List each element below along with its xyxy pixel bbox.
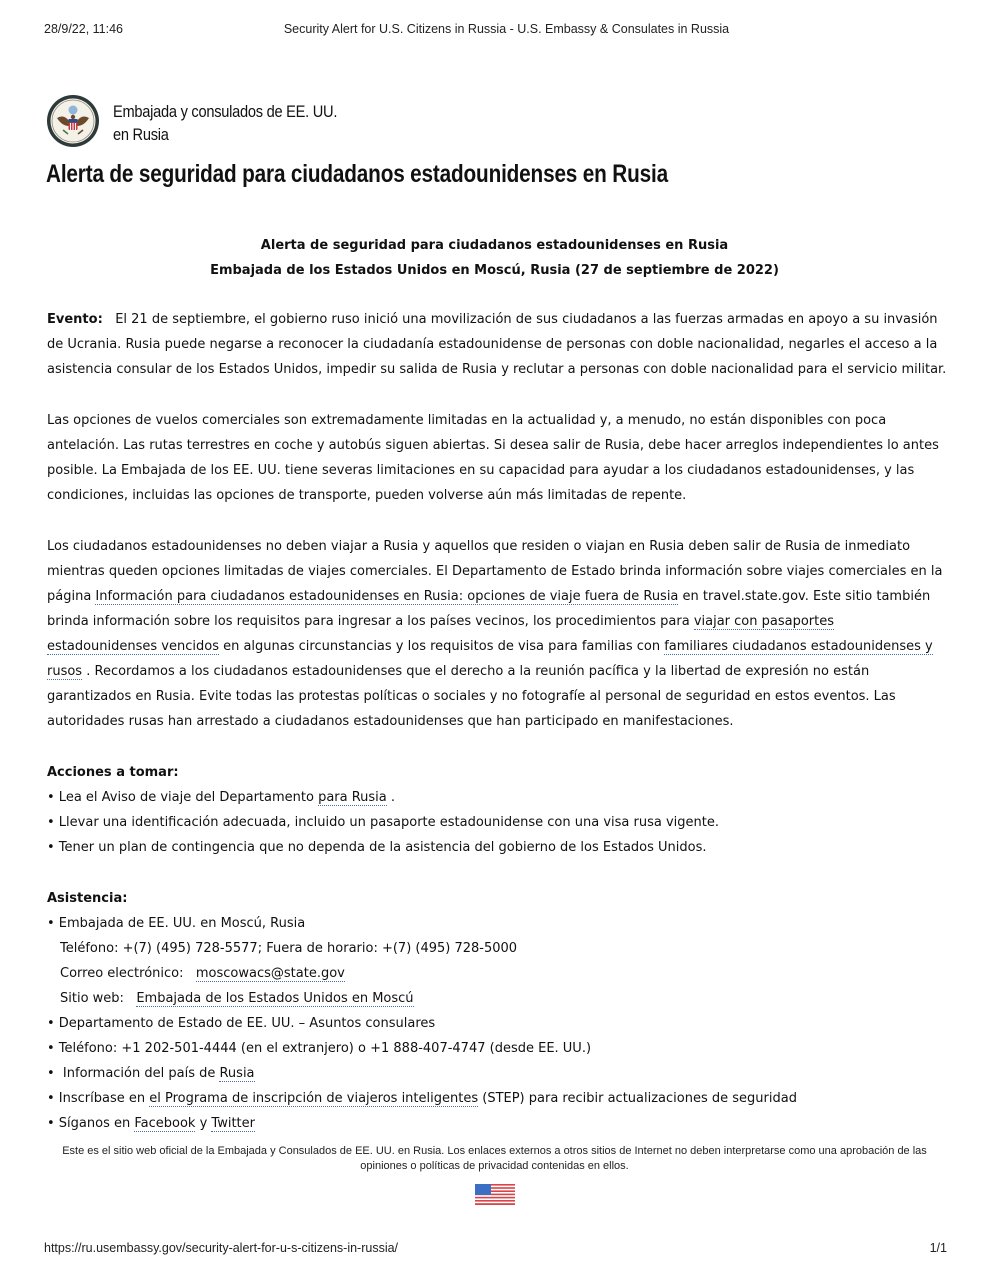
travel-advisory-link[interactable]: para Rusia (318, 790, 387, 805)
assistance-title: Asistencia: (47, 891, 128, 906)
page-title: Alerta de seguridad para ciudadanos estadounidenses en Rusia (46, 160, 668, 188)
travel-options-link[interactable]: Información para ciudadanos estadounidenses en Rusia: opciones de viaje fuera de Rusia (95, 589, 679, 604)
alert-header-subtitle: Embajada de los Estados Unidos en Moscú, Rusia (27 de septiembre de 2022) (210, 263, 779, 278)
website-label: Sitio web: (60, 991, 137, 1006)
print-header (0, 22, 989, 40)
embassy-website (47, 986, 947, 1011)
action-text: . (386, 790, 396, 805)
twitter-link[interactable]: Twitter (211, 1116, 255, 1131)
assistance-text: (STEP) para recibir actualizaciones de seguridad (478, 1091, 797, 1106)
paragraph-text: en travel.state.gov. Este sitio también brinda información sobre los requisitos para ingresar a los países vecinos, los procedimientos para (47, 589, 931, 629)
expired-passports-link[interactable]: viajar con pasaportes estadounidenses vencidos (47, 614, 835, 654)
alert-header-title: Alerta de seguridad para ciudadanos estadounidenses en Rusia (260, 238, 729, 253)
brand-line-2: en Rusia (113, 125, 169, 144)
actions-section (47, 760, 947, 860)
print-timestamp: 28/9/22, 11:46 (44, 22, 124, 36)
page-number: 1/1 (929, 1241, 947, 1255)
assistance-text: • Inscríbase en (47, 1091, 150, 1106)
flights-paragraph: Las opciones de vuelos comerciales son extremadamente limitadas en la actualidad y, a menudo, no están disponibles con poca antelación. Las rutas terrestres en coche y autobús siguen abiertas. Si desea salir de Rusia, debe hacer arreglos independientes lo antes posible. La Embajada de los EE. UU. tiene severas limitaciones en su capacidad para ayudar a los ciudadanos estadounidenses, y las condiciones, incluidas las opciones de transporte, pueden volverse aún más limitadas de repente. (47, 413, 939, 503)
country-info-link[interactable]: Rusia (219, 1066, 255, 1081)
event-paragraph (47, 307, 947, 382)
assistance-section (47, 886, 947, 1136)
event-label: Evento: (47, 312, 103, 327)
step-program-link[interactable]: el Programa de inscripción de viajeros inteligentes (149, 1091, 479, 1106)
us-flag-icon (475, 1184, 515, 1205)
embassy-website-link[interactable]: Embajada de los Estados Unidos en Moscú (136, 991, 414, 1006)
action-text: • Lea el Aviso de viaje del Departamento (47, 790, 319, 805)
embassy-email (47, 961, 947, 986)
assistance-item: • Embajada de EE. UU. en Moscú, Rusia (47, 916, 306, 931)
article-body (47, 307, 947, 1136)
assistance-item: • Teléfono: +1 202-501-4444 (en el extranjero) o +1 888-407-4747 (desde EE. UU.) (47, 1041, 592, 1056)
embassy-phone: Teléfono: +(7) (495) 728-5577; Fuera de horario: +(7) (495) 728-5000 (60, 941, 518, 956)
assistance-text: • Síganos en (47, 1116, 135, 1131)
assistance-item: • Departamento de Estado de EE. UU. – Asuntos consulares (47, 1016, 436, 1031)
event-text: El 21 de septiembre, el gobierno ruso inició una movilización de sus ciudadanos a las fuerzas armadas en apoyo a su invasión de Ucrania. Rusia puede negarse a reconocer la ciudadanía estadounidense de personas con doble nacionalidad, negarles el acceso a la asistencia consular de los Estados Unidos, impedir su salida de Rusia y reclutar a personas con doble nacionalidad para el servicio militar. (47, 312, 947, 377)
print-url: https://ru.usembassy.gov/security-alert-for-u-s-citizens-in-russia/ (44, 1241, 399, 1255)
email-link[interactable]: moscowacs@state.gov (195, 966, 345, 981)
assistance-item (47, 1086, 947, 1111)
assistance-item (47, 1111, 947, 1136)
action-item: • Llevar una identificación adecuada, incluido un pasaporte estadounidense con una visa rusa vigente. (47, 815, 719, 830)
facebook-link[interactable]: Facebook (134, 1116, 196, 1131)
paragraph-text: en algunas circunstancias y los requisitos de visa para familias con (218, 639, 665, 654)
paragraph-text: . Recordamos a los ciudadanos estadounidenses que el derecho a la reunión pacífica y la libertad de expresión no están garantizados en Rusia. Evite todas las protestas políticas o sociales y no fotografíe al personal de seguridad en estos eventos. Las autoridades rusas han arrestado a ciudadanos estadounidenses que han participado en manifestaciones. (47, 664, 896, 729)
assistance-text: y (195, 1116, 212, 1131)
site-brand[interactable] (46, 94, 374, 148)
assistance-item (47, 1061, 947, 1086)
alert-header (0, 233, 989, 283)
email-label: Correo electrónico: (60, 966, 196, 981)
paragraph-text: Los ciudadanos estadounidenses no deben viajar a Rusia y aquellos que residen o viajan en Rusia deben salir de Rusia de inmediato mientras queden opciones limitadas de viajes comerciales. El Departamento de Estado brinda información sobre viajes comerciales en la página (47, 539, 943, 604)
travel-advice-paragraph (47, 534, 947, 734)
footer-disclaimer: Este es el sitio web oficial de la Embajada y Consulados de EE. UU. en Rusia. Los enlaces externos a otros sitios de Internet no deben interpretarse como una aprobación de las opiniones o políticas de privacidad contenidas en ellos. (62, 1145, 927, 1172)
action-item: • Tener un plan de contingencia que no dependa de la asistencia del gobierno de los Estados Unidos. (47, 840, 707, 855)
brand-text[interactable] (113, 100, 337, 146)
print-page-title: Security Alert for U.S. Citizens in Russia - U.S. Embassy & Consulates in Russia (283, 22, 730, 36)
actions-title: Acciones a tomar: (47, 765, 179, 780)
action-item (47, 785, 947, 810)
brand-line-1: Embajada y consulados de EE. UU. (113, 102, 338, 121)
state-department-seal-icon (46, 94, 100, 148)
assistance-text: • Información del país de (47, 1066, 220, 1081)
dual-national-families-link[interactable]: familiares ciudadanos estadounidenses y rusos (47, 639, 933, 679)
